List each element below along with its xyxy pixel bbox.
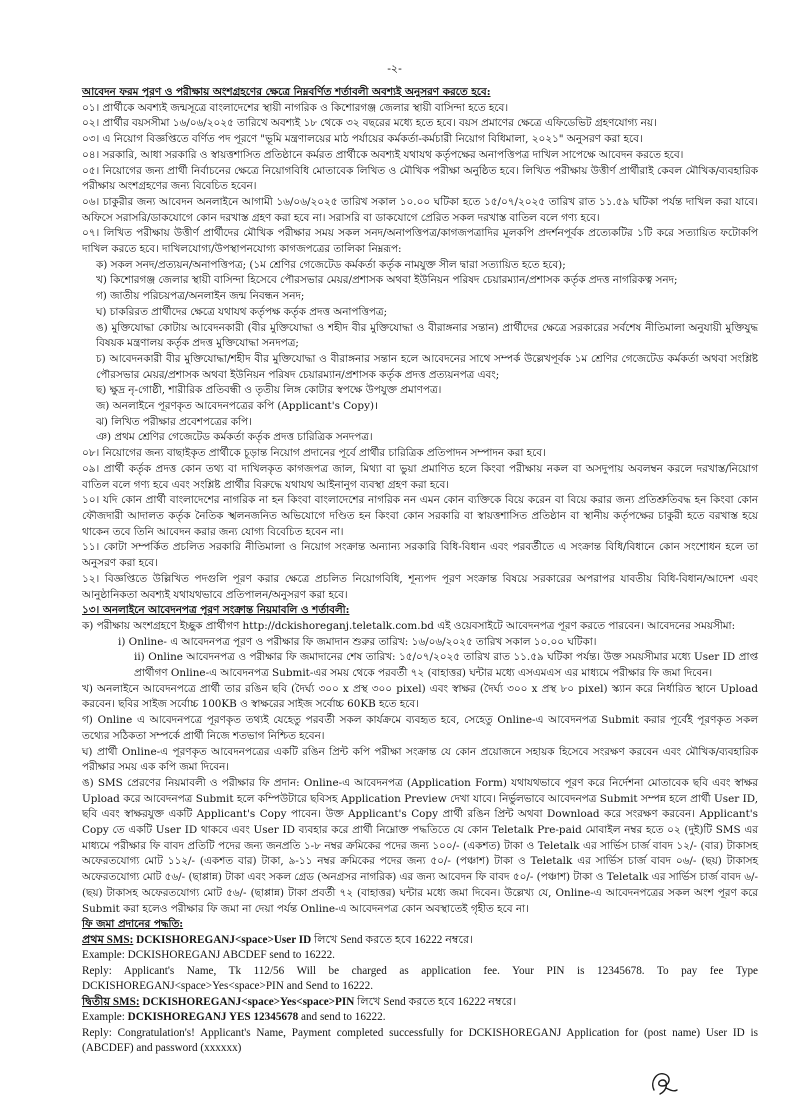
second-sms-example: Example: DCKISHOREGANJ YES 12345678 and send to 16222.	[82, 1011, 386, 1024]
second-sms-example-command: DCKISHOREGANJ YES 12345678	[127, 1011, 299, 1024]
rule-item: ০২। প্রার্থীর বয়সসীমা ১৬/০৬/২০২৫ তারিখে অবশ্যই ১৮ থেকে ৩২ বছরের মধ্যে হতে হবে। বয়স প্রমাণের ক্ষেত্রে এফিডেভিট গ্রহণযোগ্য নয়।	[82, 117, 657, 130]
online-start-date: i) Online- এ আবেদনপত্র পূরণ ও পরীক্ষার ফি জমাদান শুরুর তারিখ: ১৬/০৬/২০২৫ তারিখ সকাল ১০.০০ ঘটিকা।	[118, 635, 597, 648]
rule-item: ০৬। চাকুরীর জন্য আবেদন অনলাইনে আগামী ১৬/০৬/২০২৫ তারিখ সকাল ১০.০০ ঘটিকা হতে ১৫/০৭/২০২৫ তারিখ রাত ১১.৫৯ ঘটিকা পর্যন্ত দাখিল করা যাবে। অফিসে সরাসরি/ডাকযোগে কোন দরখাস্ত গ্রহণ করা হবে না। সরাসরি বা ডাকযোগে প্রেরিত সকল দরখাস্ত বাতিল বলে গণ্য হবে।	[82, 195, 758, 224]
rule-item: ১২। বিজ্ঞপ্তিতে উল্লিখিত পদগুলি পূরণ করার ক্ষেত্রে প্রচলিত নিয়োগবিধি, শূন্যপদ পূরণ সংক্রান্ত বিষয়ে সরকারের অপরাপর যাবতীয় বিধি-বিধান/আদেশ এবং আনুষ্ঠানিকতা অবশ্যই যথাযথভাবে প্রতিপালন/অনুসরণ করা হবে।	[82, 572, 758, 601]
first-sms-line	[82, 933, 758, 949]
online-rule-item: ঘ) প্রার্থী Online-এ পূরণকৃত আবেদনপত্রের একটি রঙিন প্রিন্ট কপি পরীক্ষা সংক্রান্ত যে কোন প্রয়োজনে সহায়ক হিসেবে সংরক্ষণ করবেন এবং মৌখিক/ব্যবহারিক পরীক্ষার সময় এক কপি জমা দিবেন।	[82, 745, 758, 774]
second-sms-line	[82, 995, 758, 1011]
document-item: ঙ) মুক্তিযোদ্ধা কোটায় আবেদনকারী (বীর মুক্তিযোদ্ধা ও শহীদ বীর মুক্তিযোদ্ধা ও বীরাঙ্গনার সন্তান) প্রার্থীদের ক্ষেত্রে সরকারের সর্বশেষ নীতিমালা অনুযায়ী মুক্তিযুদ্ধ বিষয়ক মন্ত্রণালয় কর্তৃক প্রদত্ত মুক্তিযোদ্ধা সনদপত্র;	[96, 321, 758, 350]
document-item: ছ) ক্ষুদ্র নৃ-গোষ্ঠী, শারীরিক প্রতিবন্ধী ও তৃতীয় লিঙ্গ কোটার স্বপক্ষে উপযুক্ত প্রমাণপত্র।	[96, 384, 442, 397]
rule-item: ০৫। নিয়োগের জন্য প্রার্থী নির্বাচনের ক্ষেত্রে নিয়োগবিধি মোতাবেক লিখিত ও মৌখিক পরীক্ষা অনুষ্ঠিত হবে। লিখিত পরীক্ষায় উত্তীর্ণ প্রার্থীরাই কেবল মৌখিক/ব্যবহারিক পরীক্ষায় অংশগ্রহণের জন্য বিবেচিত হবেন।	[82, 164, 758, 193]
document-list	[82, 258, 758, 446]
first-sms-command: DCKISHOREGANJ<space>User ID	[136, 933, 312, 946]
rule-item: ০৭। লিখিত পরীক্ষায় উত্তীর্ণ প্রার্থীদের মৌখিক পরীক্ষার সময় সকল সনদ/অনাপত্তিপত্র/কাগজপত্রাদির মূলকপি প্রদর্শনপূর্বক প্রত্যেকটির ১টি করে সত্যায়িত ফটোকপি দাখিল করতে হবে। দাখিলযোগ্য/উপস্থাপনযোগ্য কাগজপত্রের তালিকা নিম্নরূপ:	[82, 227, 758, 256]
online-rule-item: ক) পরীক্ষায় অংশগ্রহণে ইচ্ছুক প্রার্থীগণ http://dckishoreganj.teletalk.com.bd এই ওয়েবসাইটে আবেদনপত্র পূরণ করতে পারবেন। আবেদনের সময়সীমা:	[82, 619, 736, 632]
document-item: ঘ) চাকরিরত প্রার্থীদের ক্ষেত্রে যথাযথ কর্তৃপক্ষ কর্তৃক প্রদত্ত অনাপত্তিপত্র;	[96, 305, 388, 318]
fee-payment-heading: ফি জমা প্রদানের পদ্ধতি:	[82, 918, 184, 931]
rule-item: ০১। প্রার্থীকে অবশ্যই জন্মসূত্রে বাংলাদেশের স্থায়ী নাগরিক ও কিশোরগঞ্জ জেলার স্থায়ী বাসিন্দা হতে হবে।	[82, 101, 509, 114]
page-number: -২-	[387, 62, 402, 75]
rule-item: ১০। যদি কোন প্রার্থী বাংলাদেশের নাগরিক না হন কিংবা বাংলাদেশের নাগরিক নন এমন কোন ব্যক্তিকে বিয়ে করেন বা বিয়ে করার জন্য প্রতিশ্রুতিবদ্ধ হন কিংবা কোন ফৌজদারী আদালত কর্তৃক নৈতিক স্খলনজনিত অভিযোগে দণ্ডিত হন কিংবা কোন সরকারি বা স্বায়ত্তশাসিত প্রতিষ্ঠান বা স্থানীয় কর্তৃপক্ষের চাকুরী হতে বরখাস্ত হয়ে থাকেন তবে তিনি আবেদন করার জন্য যোগ্য বিবেচিত হবেন না।	[82, 494, 758, 538]
sms-instructions	[82, 933, 758, 1057]
rule-item: ০৩। এ নিয়োগ বিজ্ঞপ্তিতে বর্ণিত পদ পূরণে "ভূমি মন্ত্রণালয়ের মাঠ পর্যায়ের কর্মকর্তা-কর্মচারী নিয়োগ বিধিমালা, ২০২১" অনুসরণ করা হবে।	[82, 133, 643, 146]
document-item: খ) কিশোরগঞ্জ জেলার স্থায়ী বাসিন্দা হিসেবে পৌরসভার মেয়র/প্রশাসক অথবা ইউনিয়ন পরিষদ চেয়ারম্যান/প্রশাসক কর্তৃক প্রদত্ত নাগরিকত্ব সনদ;	[96, 274, 678, 287]
document-item: জ) অনলাইনে পূরণকৃত আবেদনপত্রের কপি (Applicant's Copy)।	[96, 400, 378, 413]
second-sms-tail: লিখে Send করতে হবে 16222 নম্বরে।	[354, 995, 517, 1008]
second-sms-command: DCKISHOREGANJ<space>Yes<space>PIN	[142, 995, 355, 1008]
signature-icon	[646, 1068, 680, 1098]
document-item: গ) জাতীয় পরিচয়পত্র/অনলাইন জন্ম নিবন্ধন সনদ;	[96, 290, 305, 303]
conditions-heading: আবেদন ফরম পূরণ ও পরীক্ষায় অংশগ্রহণের ক্ষেত্রে নিম্নবর্ণিত শর্তাবলী অবশ্যই অনুসরণ করতে হবে:	[82, 86, 491, 98]
online-rule-item: খ) অনলাইনে আবেদনপত্রে প্রার্থী তার রঙিন ছবি (দৈর্ঘ্য ৩০০ x প্রস্থ ৩০০ pixel) এবং স্বাক্ষর (দৈর্ঘ্য ৩০০ x প্রস্থ ৮০ pixel) স্ক্যান করে নির্ধারিত স্থানে Upload করবেন। ছবির সাইজ সর্বোচ্চ 100KB ও স্বাক্ষরের সাইজ সর্বোচ্চ 60KB হতে হবে।	[82, 682, 758, 711]
second-sms-label: দ্বিতীয় SMS:	[82, 995, 140, 1008]
rule-item: ১১। কোটা সম্পর্কিত প্রচলিত সরকারি নীতিমালা ও নিয়োগ সংক্রান্ত অন্যান্য সরকারি বিধি-বিধান এবং পরবর্তীতে এ সংক্রান্ত বিধি/বিধানে কোন সংশোধন হলে তা অনুসরণ করা হবে।	[82, 541, 758, 570]
rule-item: ০৮। নিয়োগের জন্য বাছাইকৃত প্রার্থীকে চূড়ান্ত নিয়োগ প্রদানের পূর্বে প্রার্থীর চারিত্রিক প্রতিপাদন সম্পাদন করা হবে।	[82, 447, 546, 460]
first-sms-example: Example: DCKISHOREGANJ ABCDEF send to 16222.	[82, 949, 335, 962]
document-item: ঞ) প্রথম শ্রেণির গেজেটেড কর্মকর্তা কর্তৃক প্রদত্ত চারিত্রিক সনদপত্র।	[96, 431, 373, 444]
online-application-heading: ১৩। অনলাইনে আবেদনপত্র পূরণ সংক্রান্ত নিয়মাবলি ও শর্তাবলী:	[82, 604, 350, 617]
first-sms-reply: Reply: Applicant's Name, Tk 112/56 Will be charged as application fee. Your PIN is 12345678. To pay fee Type DCKISHOREGANJ<space>Yes<space>PIN and Send to 16222.	[82, 964, 758, 993]
document-item: চ) আবেদনকারী বীর মুক্তিযোদ্ধা/শহীদ বীর মুক্তিযোদ্ধা ও বীরাঙ্গনার সন্তান হলে আবেদনের সাথে সম্পর্ক উল্লেখপূর্বক ১ম শ্রেণির গেজেটেড কর্মকর্তা অথবা সংশ্লিষ্ট পৌরসভার মেয়র/প্রশাসক অথবা ইউনিয়ন পরিষদ চেয়ারম্যান/প্রশাসক কর্তৃক প্রদত্ত প্রত্যয়নপত্র এবং;	[96, 352, 758, 381]
first-sms-tail: লিখে Send করতে হবে 16222 নম্বরে।	[311, 933, 474, 946]
online-rule-item: গ) Online এ আবেদনপত্রে পূরণকৃত তথ্যই যেহেতু পরবর্তী সকল কার্যক্রমে ব্যবহৃত হবে, সেহেতু Online-এ আবেদনপত্র Submit করার পূর্বেই পূরণকৃত সকল তথ্যের সঠিকতা সম্পর্কে প্রার্থী নিজে শতভাগ নিশ্চিত হবেন।	[82, 714, 758, 742]
document-item: ক) সকল সনদ/প্রত্যয়ন/অনাপত্তিপত্র; (১ম শ্রেণির গেজেটেড কর্মকর্তা কর্তৃক নামযুক্ত সীল দ্বারা সত্যায়িত হতে হবে);	[96, 258, 566, 271]
document-body	[82, 85, 758, 1057]
second-sms-reply: Reply: Congratulation's! Applicant's Name, Payment completed successfully for DCKISHOREGANJ Application for (post name) User ID is (ABCDEF) and password (xxxxxx)	[82, 1026, 758, 1055]
online-end-date: ii) Online আবেদনপত্র ও পরীক্ষার ফি জমাদানের শেষ তারিখ: ১৫/০৭/২০২৫ তারিখ রাত ১১.৫৯ ঘটিকা পর্যন্ত। উক্ত সময়সীমার মধ্যে User ID প্রাপ্ত প্রার্থীগণ Online-এ আবেদনপত্র Submit-এর সময় থেকে পরবর্তী ৭২ (বাহাত্তর) ঘন্টার মধ্যে এসএমএস এর মাধ্যমে পরীক্ষার ফি জমা দিবেন।	[134, 651, 758, 680]
document-item: ঝ) লিখিত পরীক্ষার প্রবেশপত্রের কপি।	[96, 415, 252, 428]
rule-item: ০৪। সরকারি, আধা সরকারি ও স্বায়ত্তশাসিত প্রতিষ্ঠানে কর্মরত প্রার্থীকে অবশ্যই যথাযথ কর্তৃপক্ষের অনাপত্তিপত্র দাখিল সাপেক্ষে আবেদন করতে হবে।	[82, 148, 684, 161]
rule-item: ০৯। প্রার্থী কর্তৃক প্রদত্ত কোন তথ্য বা দাখিলকৃত কাগজপত্র জাল, মিথ্যা বা ভুয়া প্রমাণিত হলে কিংবা পরীক্ষায় নকল বা অসদুপায় অবলম্বন করলে দরখাস্ত/নিয়োগ বাতিল বলে গণ্য হবে এবং সংশ্লিষ্ট প্রার্থীর বিরুদ্ধে যথাযথ আইনানুগ ব্যবস্থা গ্রহণ করা হবে।	[82, 462, 758, 491]
first-sms-label: প্রথম SMS:	[82, 933, 134, 946]
online-rule-item: ঙ) SMS প্রেরণের নিয়মাবলী ও পরীক্ষার ফি প্রদান: Online-এ আবেদনপত্র (Application Form) যথাযথভাবে পূরণ করে নির্দেশনা মোতাবেক ছবি এবং স্বাক্ষর Upload করে আবেদনপত্র Submit হলে কম্পিউটারে ছবিসহ Application Preview দেখা যাবে। নির্ভুলভাবে আবেদনপত্র Submit সম্পন্ন হলে প্রার্থী User ID, ছবি এবং স্বাক্ষরযুক্ত একটি Applicant's Copy পাবেন। উক্ত Applicant's Copy প্রার্থী রঙিন প্রিন্ট অথবা Download করে সংরক্ষণ করবেন। Applicant's Copy তে একটি User ID থাকবে এবং User ID ব্যবহার করে প্রার্থী নিম্নোক্ত পদ্ধতিতে যে কোন Teletalk Pre-paid মোবাইল নম্বর হতে ০২ (দুই)টি SMS এর মাধ্যমে পরীক্ষার ফি বাবদ প্রতিটি পদের জন্য জনপ্রতি ১-৮ নম্বর ক্রমিকের পদের জন্য ১০০/- (একশত) টাকা ও Teletalk এর সার্ভিস চার্জ বাবদ ১২/- (বার) টাকাসহ অফেরতযোগ্য মোট ১১২/- (একশত বার) টাকা, ৯-১১ নম্বর ক্রমিকের পদের জন্য ৫০/- (পঞ্চাশ) টাকা ও Teletalk এর সার্ভিস চার্জ বাবদ ০৬/- (ছয়) টাকাসহ অফেরতযোগ্য মোট ৫৬/- (ছাপ্পান্ন) টাকা এবং সকল গ্রেড (অনগ্রসর নাগরিক) এর জন্য আবেদন ফি বাবদ ৫০/- (পঞ্চাশ) টাকা ও Teletalk এর সার্ভিস চার্জ বাবদ ৬/- (ছয়) টাকাসহ অফেরতযোগ্য মোট ৫৬/- (ছাপ্পান্ন) টাকা প্রবর্তী ৭২ (বাহাত্তর) ঘন্টার মধ্যে জমা দিবেন। উল্লেখ্য যে, Online-এ আবেদনপত্রের সকল অংশ পূরণ করে Submit করা হলেও পরীক্ষার ফি জমা না দেয়া পর্যন্ত Online-এ আবেদনপত্র কোন অবস্থাতেই গৃহীত হবে না।	[82, 776, 758, 915]
